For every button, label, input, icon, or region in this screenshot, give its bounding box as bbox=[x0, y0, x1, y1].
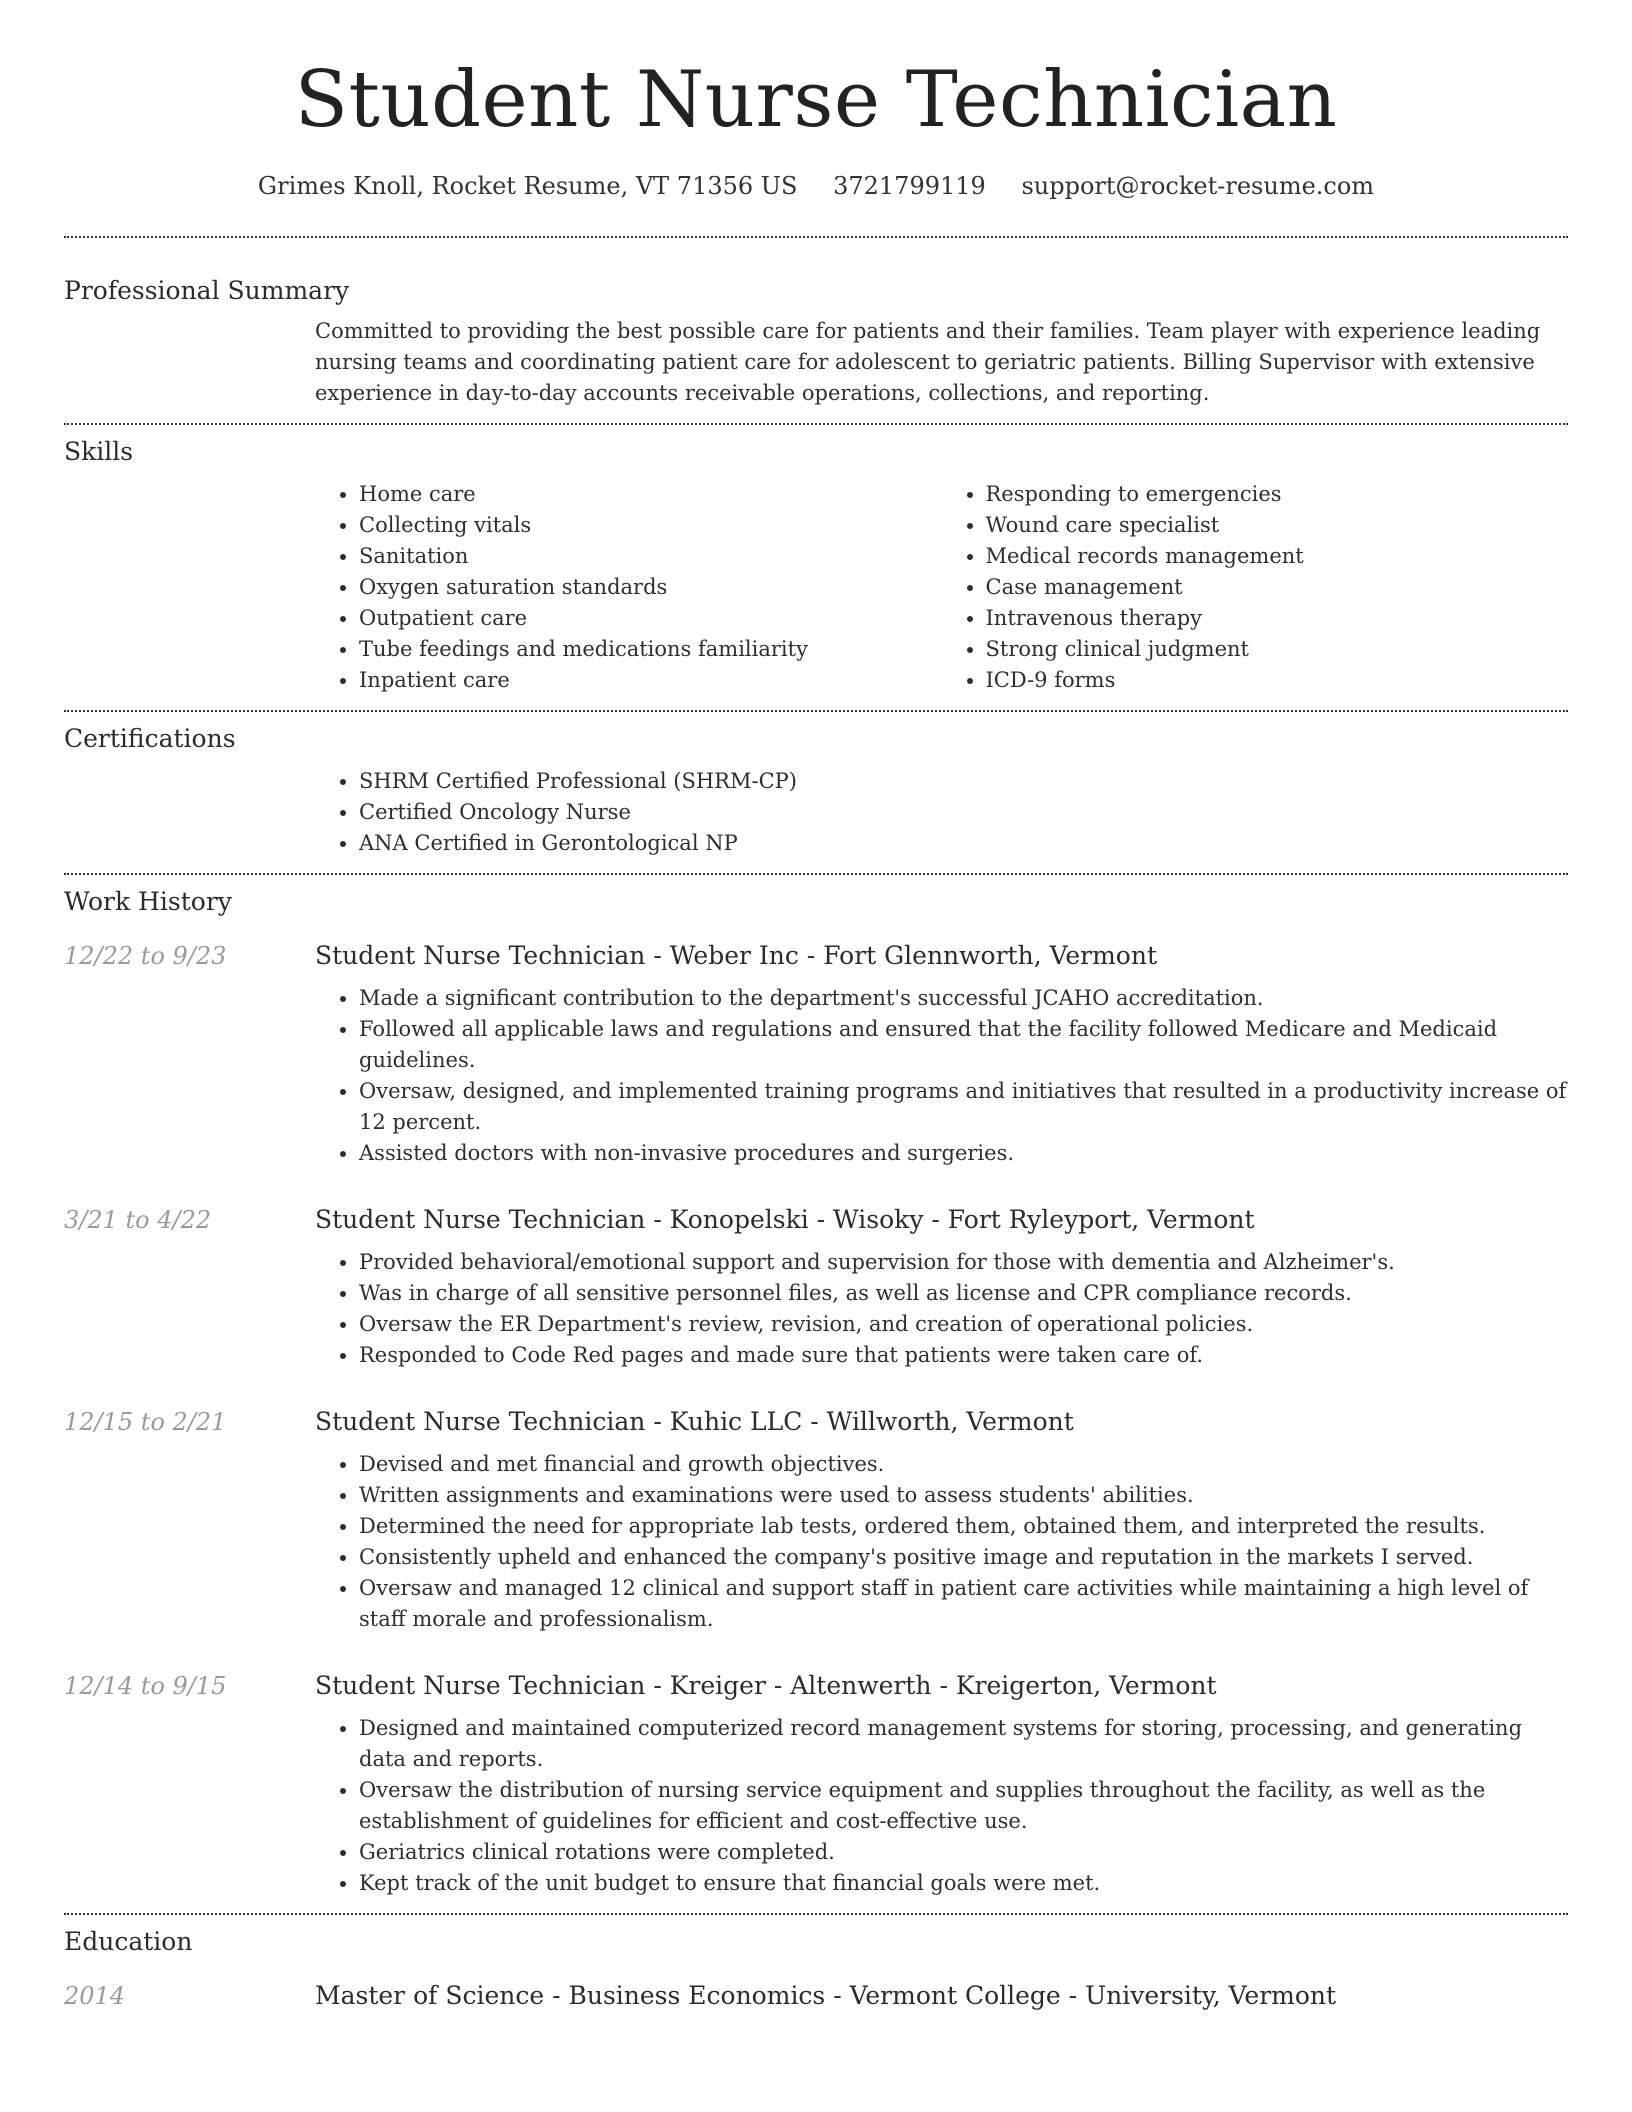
certifications-content bbox=[315, 766, 1568, 859]
job-header bbox=[64, 939, 1568, 973]
job-date: 3/21 to 4/22 bbox=[64, 1206, 212, 1234]
job-title: Student Nurse Technician - Weber Inc - Fort Glennworth, Vermont bbox=[315, 941, 1157, 970]
job-bullet: • Devised and met financial and growth objectives. bbox=[359, 1449, 1568, 1480]
certification-item: • Certified Oncology Nurse bbox=[359, 797, 1568, 828]
skill-item: • Tube feedings and medications familiarity bbox=[359, 634, 942, 665]
job-body bbox=[315, 983, 1568, 1169]
certifications-section bbox=[64, 712, 1568, 873]
job-entry bbox=[64, 1669, 1568, 1899]
job-bullet: • Assisted doctors with non-invasive procedures and surgeries. bbox=[359, 1138, 1568, 1169]
job-bullets bbox=[315, 1449, 1568, 1635]
certifications-list bbox=[315, 766, 1568, 859]
job-bullet: • Determined the need for appropriate lab tests, ordered them, obtained them, and interpreted the results. bbox=[359, 1511, 1568, 1542]
skill-item: • Collecting vitals bbox=[359, 510, 942, 541]
job-bullet: • Geriatrics clinical rotations were completed. bbox=[359, 1837, 1568, 1868]
skills-list-left bbox=[315, 479, 942, 696]
job-title: Student Nurse Technician - Kuhic LLC - Willworth, Vermont bbox=[315, 1407, 1074, 1436]
job-bullet: • Written assignments and examinations were used to assess students' abilities. bbox=[359, 1480, 1568, 1511]
contact-line bbox=[64, 170, 1568, 202]
contact-email: support@rocket-resume.com bbox=[1021, 172, 1375, 200]
skill-item: • Home care bbox=[359, 479, 942, 510]
skill-item: • Intravenous therapy bbox=[986, 603, 1569, 634]
work-history-section bbox=[64, 875, 1568, 1913]
job-bullet: • Kept track of the unit budget to ensure that financial goals were met. bbox=[359, 1868, 1568, 1899]
job-bullets bbox=[315, 1713, 1568, 1899]
job-date: 12/14 to 9/15 bbox=[64, 1672, 227, 1700]
job-bullet: • Was in charge of all sensitive personnel files, as well as license and CPR compliance records. bbox=[359, 1278, 1568, 1309]
summary-title: Professional Summary bbox=[64, 276, 350, 305]
skill-item: • Case management bbox=[986, 572, 1569, 603]
job-bullets bbox=[315, 983, 1568, 1169]
skills-section bbox=[64, 425, 1568, 710]
job-title: Student Nurse Technician - Kreiger - Altenwerth - Kreigerton, Vermont bbox=[315, 1671, 1217, 1700]
skills-list-right bbox=[942, 479, 1569, 696]
job-date: 12/15 to 2/21 bbox=[64, 1408, 227, 1436]
job-bullet: • Oversaw the ER Department's review, revision, and creation of operational policies. bbox=[359, 1309, 1568, 1340]
job-date: 12/22 to 9/23 bbox=[64, 942, 227, 970]
candidate-name: Student Nurse Technician bbox=[294, 55, 1338, 145]
certification-item: • ANA Certified in Gerontological NP bbox=[359, 828, 1568, 859]
job-title: Student Nurse Technician - Konopelski - Wisoky - Fort Ryleyport, Vermont bbox=[315, 1205, 1255, 1234]
education-heading: Master of Science - Business Economics - Vermont College - University, Vermont bbox=[315, 1981, 1337, 2010]
education-entry bbox=[64, 1979, 1568, 2013]
job-bullet: • Followed all applicable laws and regulations and ensured that the facility followed Medicare and Medicaid guidelines. bbox=[359, 1014, 1568, 1076]
skill-item: • Outpatient care bbox=[359, 603, 942, 634]
skill-item: • Oxygen saturation standards bbox=[359, 572, 942, 603]
skill-item: • Sanitation bbox=[359, 541, 942, 572]
job-bullet: • Oversaw the distribution of nursing service equipment and supplies throughout the facility, as well as the establishment of guidelines for efficient and cost-effective use. bbox=[359, 1775, 1568, 1837]
skills-title: Skills bbox=[64, 437, 134, 466]
skills-grid bbox=[315, 479, 1568, 696]
resume-header bbox=[64, 0, 1568, 202]
job-header bbox=[64, 1405, 1568, 1439]
contact-address: Grimes Knoll, Rocket Resume, VT 71356 US bbox=[257, 172, 798, 200]
certification-item: • SHRM Certified Professional (SHRM-CP) bbox=[359, 766, 1568, 797]
job-body bbox=[315, 1247, 1568, 1371]
summary-text: Committed to providing the best possible care for patients and their families. Team player with experience leading nursing teams and coordinating patient care for adolescent to geriatric patients. Billing Supervisor with extensive experience in day-to-day accounts receivable operations, collections, and reporting. bbox=[315, 319, 1541, 405]
skill-item: • Inpatient care bbox=[359, 665, 942, 696]
job-bullets bbox=[315, 1247, 1568, 1371]
education-section bbox=[64, 1915, 1568, 2013]
education-title: Education bbox=[64, 1927, 193, 1956]
skill-item: • Wound care specialist bbox=[986, 510, 1569, 541]
job-bullet: • Made a significant contribution to the department's successful JCAHO accreditation. bbox=[359, 983, 1568, 1014]
job-bullet: • Oversaw, designed, and implemented training programs and initiatives that resulted in a productivity increase of 12 percent. bbox=[359, 1076, 1568, 1138]
job-body bbox=[315, 1713, 1568, 1899]
certifications-title: Certifications bbox=[64, 724, 236, 753]
job-header bbox=[64, 1203, 1568, 1237]
job-bullet: • Consistently upheld and enhanced the company's positive image and reputation in the markets I served. bbox=[359, 1542, 1568, 1573]
job-entry bbox=[64, 1203, 1568, 1371]
work-history-title: Work History bbox=[64, 887, 232, 916]
job-bullet: • Oversaw and managed 12 clinical and support staff in patient care activities while maintaining a high level of staff morale and professionalism. bbox=[359, 1573, 1568, 1635]
job-entry bbox=[64, 939, 1568, 1169]
summary-content bbox=[315, 316, 1568, 409]
job-entry bbox=[64, 1405, 1568, 1635]
job-header bbox=[64, 1669, 1568, 1703]
skill-item: • Responding to emergencies bbox=[986, 479, 1569, 510]
job-bullet: • Provided behavioral/emotional support and supervision for those with dementia and Alzheimer's. bbox=[359, 1247, 1568, 1278]
contact-phone: 3721799119 bbox=[833, 172, 986, 200]
job-bullet: • Designed and maintained computerized record management systems for storing, processing, and generating data and reports. bbox=[359, 1713, 1568, 1775]
job-body bbox=[315, 1449, 1568, 1635]
summary-section bbox=[64, 238, 1568, 423]
skill-item: • Strong clinical judgment bbox=[986, 634, 1569, 665]
job-bullet: • Responded to Code Red pages and made sure that patients were taken care of. bbox=[359, 1340, 1568, 1371]
education-date: 2014 bbox=[64, 1982, 126, 2010]
skill-item: • ICD-9 forms bbox=[986, 665, 1569, 696]
skill-item: • Medical records management bbox=[986, 541, 1569, 572]
